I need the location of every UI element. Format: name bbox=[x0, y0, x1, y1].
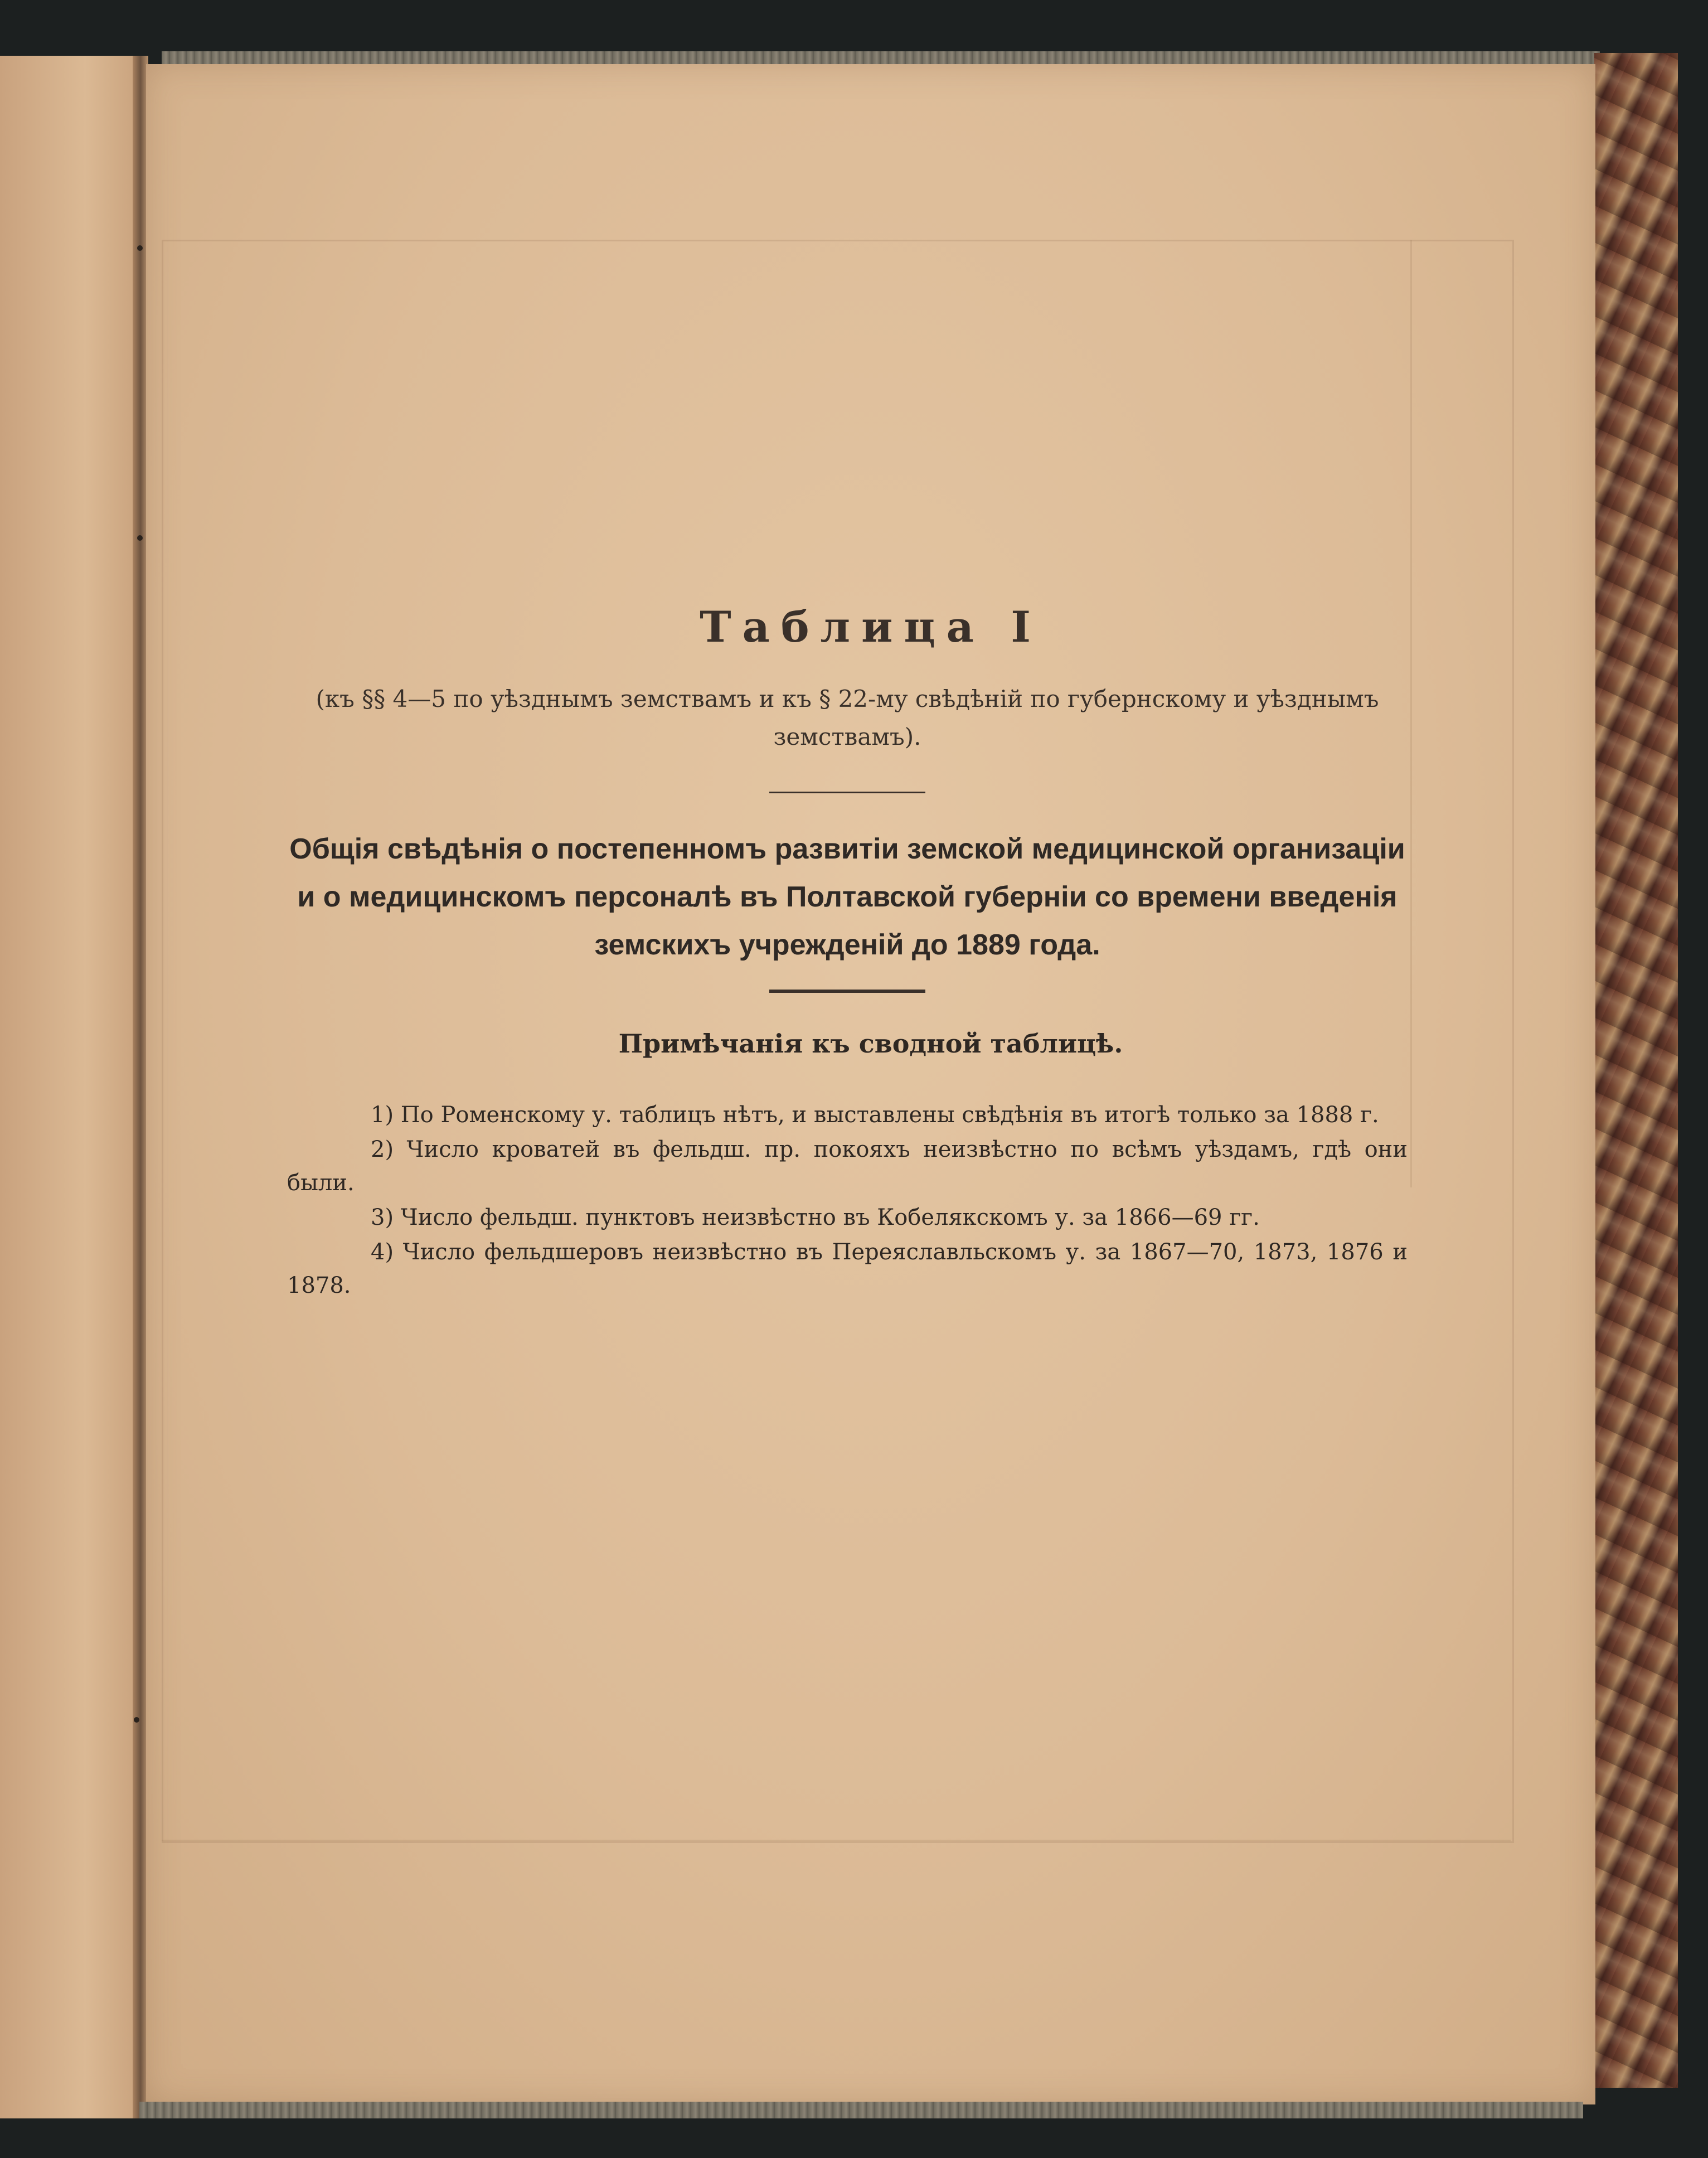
divider-rule bbox=[769, 792, 925, 793]
marbled-book-edge bbox=[1594, 53, 1678, 2088]
previous-page-edge bbox=[0, 56, 142, 2118]
table-title: Таблица I bbox=[700, 602, 1042, 652]
note-item: 4) Число фельдшеровъ неизвѣстно въ Переяславльскомъ у. за 1867—70, 1873, 1876 и 1878. bbox=[287, 1239, 1408, 1298]
margin-mark bbox=[134, 1717, 139, 1723]
margin-mark bbox=[137, 245, 143, 251]
notes-heading: Примѣчанія къ сводной таблицѣ. bbox=[618, 1029, 1123, 1059]
bleed-through-rule bbox=[162, 1840, 1511, 1841]
margin-mark bbox=[137, 535, 143, 541]
section-heading: Общія свѣдѣнія о постепенномъ развитіи земской медицинской организаціи и о медицинскомъ персоналѣ въ Полтавской губерніи со времени введенія земскихъ учрежденій до 1889 года. bbox=[289, 833, 1405, 961]
divider-rule-thick bbox=[769, 990, 925, 993]
table-subtitle: (къ §§ 4—5 по уѣзднымъ земствамъ и къ § 22-му свѣдѣній по губернскому и уѣзднымъ земствамъ). bbox=[316, 685, 1379, 750]
note-item: 1) По Роменскому у. таблицъ нѣтъ, и выставлены свѣдѣнія въ итогѣ только за 1888 г. bbox=[371, 1102, 1379, 1128]
binding-bottom-strip bbox=[139, 2102, 1583, 2118]
note-item: 2) Число кроватей въ фельдш. пр. покояхъ неизвѣстно по всѣмъ уѣздамъ, гдѣ они были. bbox=[287, 1137, 1408, 1196]
note-item: 3) Число фельдш. пунктовъ неизвѣстно въ Кобелякскомъ у. за 1866—69 гг. bbox=[371, 1205, 1260, 1230]
notes-list bbox=[287, 1098, 1408, 1303]
